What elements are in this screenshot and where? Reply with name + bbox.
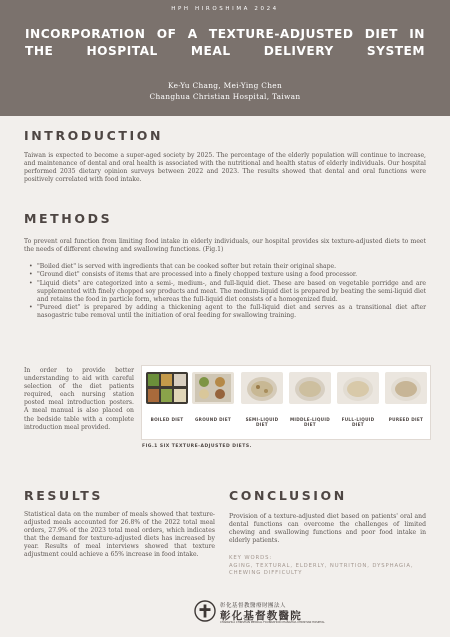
figure-label: MIDDLE-LIQUID DIET [289,417,331,428]
conclusion-heading: CONCLUSION [229,488,347,503]
diet-list-item: • "Liquid diets" are categorized into a semi-, medium-, and full-liquid diet. These are based on vegetable porridge and are supplemented with finely chopped soy products and meat. The medium-liquid diet is prepared by beating the semi-liquid diet and retains the food in particle form, whereas the full-liquid diet consists of a homogenized fluid. [26,280,426,304]
figure-item-boiled [146,372,188,434]
results-text: Statistical data on the number of meals showed that texture-adjusted meals accounted for 26.8% of the 2022 total meal orders, 27.9% of the 2023 total meal orders, which indicates that the demand for texture-adjusted diets has increased by year. Results of meal interviews showed that texture adjustment could achieve a 65% increase in food intake. [24,511,215,559]
poster-header [0,0,450,116]
hospital-emblem-icon [194,600,216,622]
figure-label: PUREED DIET [388,417,424,422]
figure-label: FULL-LIQUID DIET [341,417,375,428]
diet-list [26,263,426,321]
poster-title: INCORPORATION OF A TEXTURE-ADJUSTED DIET IN THE HOSPITAL MEAL DELIVERY SYSTEM [25,27,425,58]
semi-liquid-diet-photo [241,372,283,404]
methods-intro: To prevent oral function from limiting food intake in elderly individuals, our hospital provides six texture-adjusted diets to meet the needs of different chewing and swallowing functions. (Fig.1) [24,238,426,254]
diet-figure [141,365,431,440]
middle-liquid-diet-photo [289,372,331,404]
logo-english-name: CHANGHUA CHRISTIAN MEDICAL FOUNDATION CHANGHUA CHRISTIAN HOSPITAL [220,621,325,624]
full-liquid-diet-photo [337,372,379,404]
figure-item-ground [192,372,234,434]
introduction-heading: INTRODUCTION [24,128,164,143]
hospital-logo [194,598,325,628]
logo-foundation-name: 彰化基督教醫療財團法人 [220,603,287,609]
figure-item-pureed [385,372,427,434]
figure-item-semi-liquid [241,372,283,434]
methods-heading: METHODS [24,211,113,226]
figure-label: BOILED DIET [150,417,184,422]
diet-list-item: • "Ground diet" consists of items that are processed into a finely chopped texture using a food processor. [26,271,426,279]
results-heading: RESULTS [24,488,103,503]
pureed-diet-photo [385,372,427,404]
conclusion-text: Provision of a texture-adjusted diet based on patients' oral and dental functions can overcome the challenges of limited chewing and swallowing functions and poor food intake in elderly patients. [229,513,426,545]
keywords-label: KEY WORDS: [229,555,273,561]
affiliation: Changhua Christian Hospital, Taiwan [149,92,301,101]
keywords-list: AGING, TEXTURAL, ELDERLY, NUTRITION, DYSPHAGIA, CHEWING DIFFICULTY [229,562,414,576]
logo-hospital-name: 彰化基督教醫院 [220,610,302,622]
methods-side-text: In order to provide better understanding to aid with careful selection of the diet patients required, each nursing station posted meal introduction posters. A meal manual is also placed on the bedside table with a complete introduction meal provided. [24,367,134,431]
conference-name: HPH HIROSHIMA 2024 [171,6,279,12]
figure-label: GROUND DIET [194,417,232,422]
keywords [229,555,429,578]
ground-diet-photo [192,372,234,404]
introduction-text: Taiwan is expected to become a super-aged society by 2025. The percentage of the elderly population will continue to increase, and maintenance of dental and oral health is associated with the nutritional and health status of elderly individuals. Our hospital performed 2035 dietary opinion surveys between 2022 and 2023. The results showed that dental and oral functions were positively correlated with food intake. [24,152,426,184]
authors: Ke-Yu Chang, Mei-Ying Chen [167,81,283,90]
diet-list-item: • "Boiled diet" is served with ingredients that can be cooked softer but retain their original shape. [26,263,426,271]
figure-item-full-liquid [337,372,379,434]
diet-list-item: • "Pureed diet" is prepared by adding a thickening agent to the full-liquid diet and serves as a transitional diet after nasogastric tube removal until the initiation of oral feeding for swallowing training. [26,304,426,320]
figure-item-middle-liquid [289,372,331,434]
figure-caption: FIG.1 SIX TEXTURE-ADJUSTED DIETS. [142,444,252,449]
figure-label: SEMI-LIQUID DIET [245,417,279,428]
boiled-diet-photo [146,372,188,404]
